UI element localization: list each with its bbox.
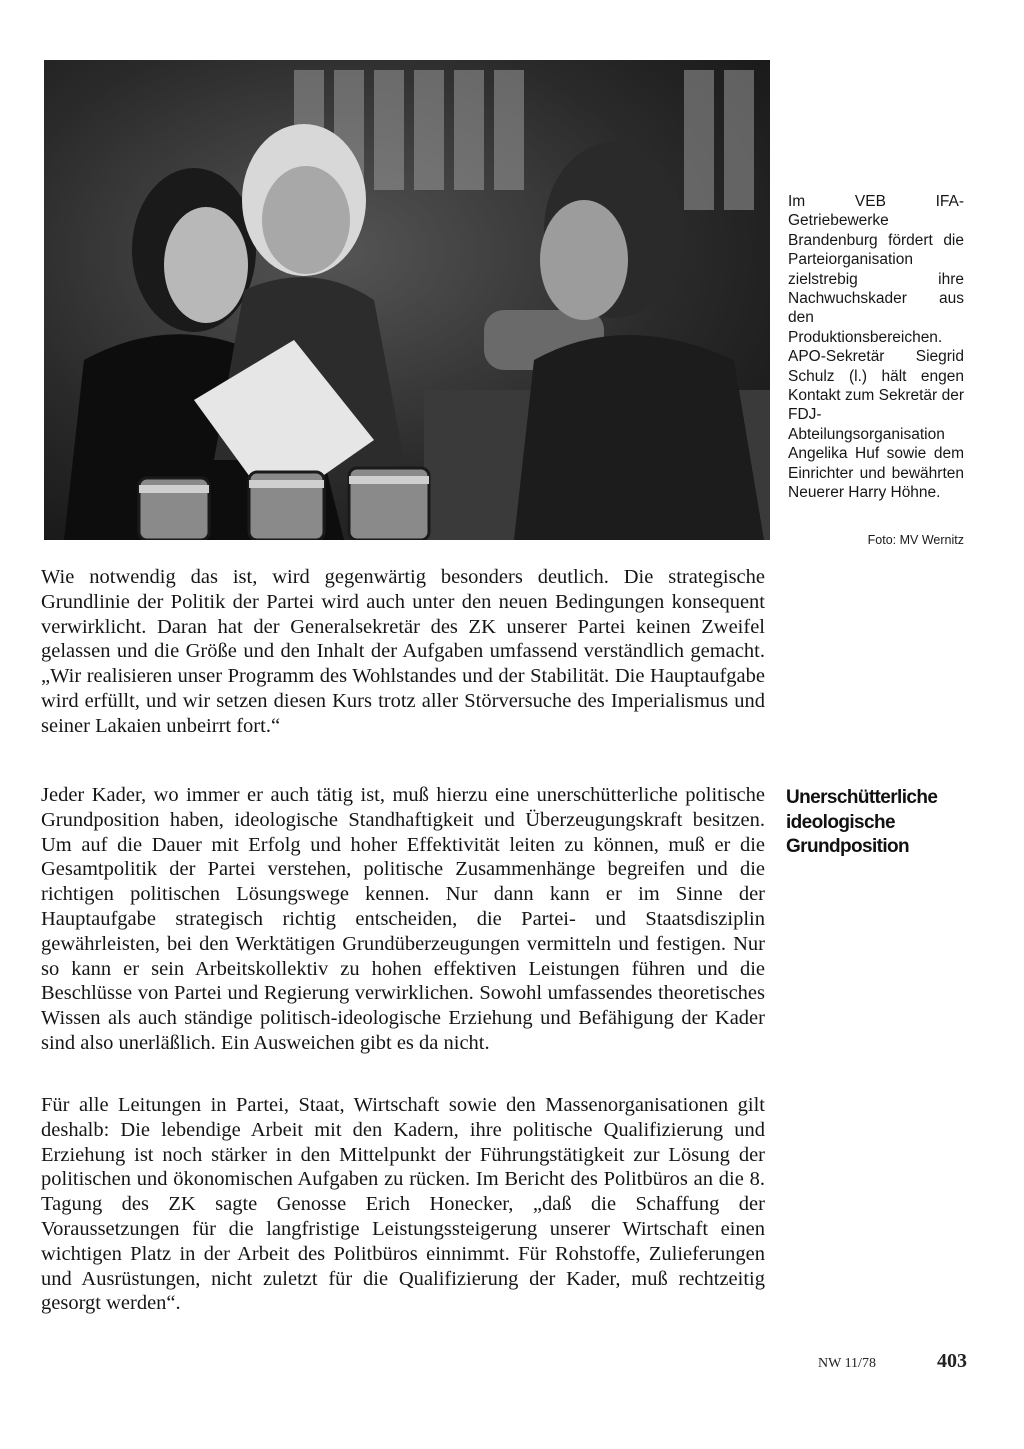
photo-credit: Foto: MV Wernitz <box>867 533 964 547</box>
article-paragraph-3: Für alle Leitungen in Partei, Staat, Wirtschaft sowie den Massenorganisationen gilt deshalb: Die lebendige Arbeit mit den Kadern, ihre politische Qualifizierung und Erziehung ist noch stärker in den Mittelpunkt der Führungstätigkeit zur Lösung der politischen und ökonomischen Aufgaben zu rücken. Im Bericht des Politbüros an die 8. Tagung des ZK sagte Genosse Erich Honecker, „daß die Schaffung der Voraussetzungen für die langfristige Leistungssteigerung unserer Wirtschaft einen wichtigen Platz in der Arbeit des Politbüros einnimmt. Für Rohstoffe, Zulieferungen und Ausrüstungen, nicht zuletzt für die Qualifizierung der Kader, muß rechtzeitig gesorgt werden“. <box>41 1094 765 1315</box>
issue-label: NW 11/78 <box>818 1356 876 1371</box>
photo-caption: Im VEB IFA-Getriebewerke Brandenburg fördert die Parteiorganisation zielstrebig ihre Nachwuchskader aus den Produktionsbereichen. APO-Sekretär Siegrid Schulz (l.) hält engen Kontakt zum Sekretär der FDJ-Abteilungsorganisation Angelika Huf sowie dem Einrichter und bewährten Neuerer Harry Höhne. <box>788 193 964 502</box>
side-heading: Unerschütterliche ideologische Grundposition <box>786 787 938 858</box>
article-paragraph-1: Wie notwendig das ist, wird gegenwärtig besonders deutlich. Die strategische Grundlinie der Politik der Partei wird auch unter den neuen Bedingungen konsequent verwirklicht. Daran hat der Generalsekretär des ZK unserer Partei keinen Zweifel gelassen und die Größe und den Inhalt der Aufgaben umfassend verständlich gemacht. „Wir realisieren unser Programm des Wohlstandes und der Stabilität. Die Hauptaufgabe wird erfüllt, und wir setzen diesen Kurs trotz aller Störversuche des Imperialismus und seiner Lakaien unbeirrt fort.“ <box>41 566 765 737</box>
article-paragraph-2: Jeder Kader, wo immer er auch tätig ist, muß hierzu eine unerschütterliche politische Grundposition haben, ideologische Standhaftigkeit und Überzeugungskraft besitzen. Um auf die Dauer mit Erfolg und hoher Effektivität leiten zu können, muß er die Gesamtpolitik der Partei verstehen, politische Zusammenhänge begreifen und die richtigen politischen Lösungswege kennen. Nur dann kann er im Sinne der Hauptaufgabe strategisch richtig entscheiden, die Partei- und Staatsdisziplin gewährleisten, bei den Werktätigen Grundüberzeugungen vermitteln und festigen. Nur so kann er sein Arbeitskollektiv zu hohen effektiven Leistungen führen und die Beschlüsse von Partei und Regierung verwirklichen. Sowohl umfassendes theoretisches Wissen als auch ständige politisch-ideologische Erziehung und Befähigung der Kader sind also unerläßlich. Ein Ausweichen gibt es da nicht. <box>41 784 765 1054</box>
photo-workers-icon <box>44 60 770 540</box>
page-number: 403 <box>937 1350 967 1372</box>
article-photo <box>44 60 770 540</box>
